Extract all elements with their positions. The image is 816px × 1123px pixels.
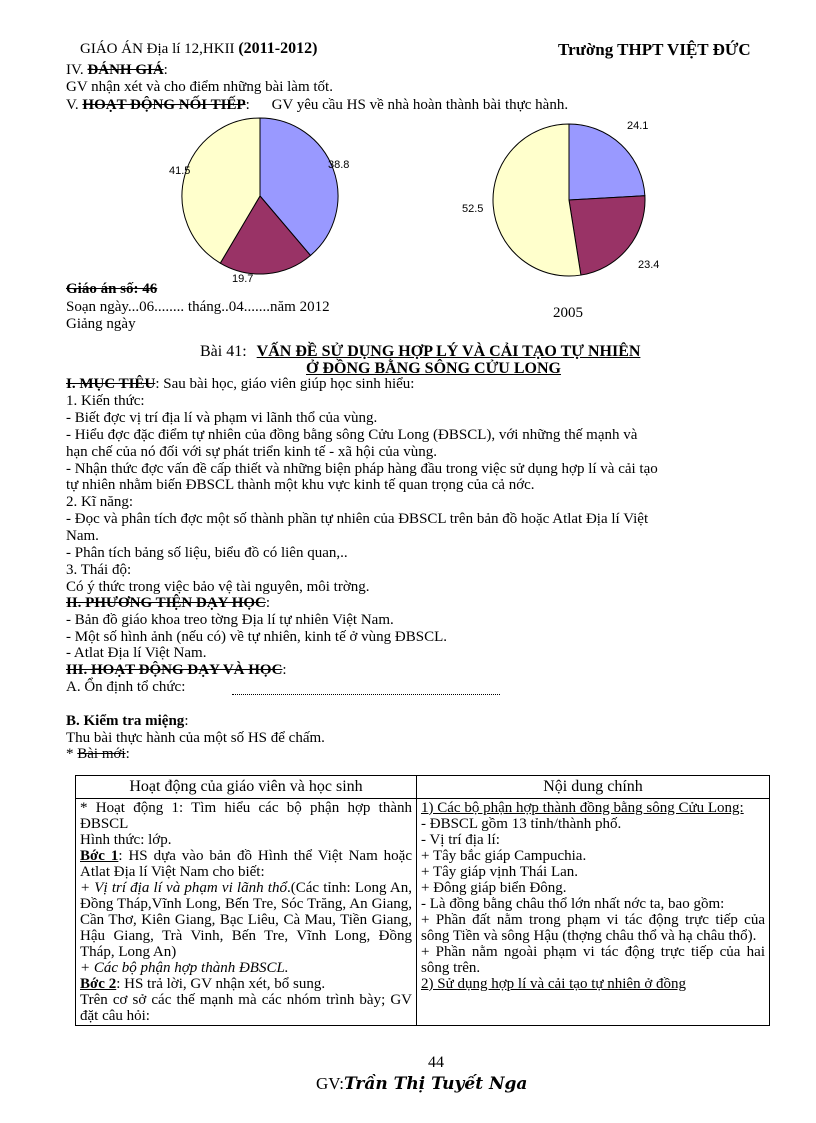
pie-2-slice-2 <box>493 124 581 276</box>
pie-2-slice-1 <box>569 196 645 275</box>
activity-1-form: Hình thức: lớp. <box>80 832 172 848</box>
section-5-colon: : <box>245 97 250 113</box>
content-line-1: - Vị trí địa lí: <box>421 832 500 848</box>
activity-a-dotted-line <box>232 694 500 695</box>
objective-line-6: 2. Kĩ năng: <box>66 494 134 510</box>
content-line-6: + Phần đất nằm trong phạm vi tác động trực tiếp của sông Tiền và sông Hậu (thợng châu thổ và hạ châu thổ). <box>421 912 765 944</box>
means-line-2: - Atlat Địa lí Việt Nam. <box>66 645 207 661</box>
objective-line-5: tự nhiên nhằm biến ĐBSCL thành một khu vực kinh tế quan trọng của cả nớc. <box>66 477 535 493</box>
table-header-row <box>76 776 770 799</box>
lesson-plan-number: Giáo án số: 46 <box>66 281 158 297</box>
content-heading-2: 2) Sử dụng hợp lí và cải tạo tự nhiên ở đồng <box>421 976 687 992</box>
teacher-question: Trên cơ sở các thế mạnh mà các nhóm trình bày; GV đặt câu hỏi: <box>80 992 412 1024</box>
objectives-intro: : Sau bài học, giáo viên giúp học sinh hiểu: <box>155 376 415 392</box>
header-course: GIÁO ÁN Địa lí 12,HKII <box>80 41 235 57</box>
table-row <box>76 799 770 1026</box>
pie-1-label-1: 19.7 <box>232 273 254 285</box>
activity-b-colon: : <box>184 713 189 729</box>
means-heading <box>66 595 270 611</box>
content-line-0: - ĐBSCL gồm 13 tỉnh/thành phố. <box>421 816 622 832</box>
section-4-heading <box>66 62 168 78</box>
new-lesson-label: Bài mới <box>77 746 126 762</box>
pie-1-label-0: 38.8 <box>328 159 350 171</box>
step-1-text: : HS dựa vào bản đồ Hình thể Việt Nam hoặc Atlat Địa lí Việt Nam cho biết: <box>80 848 412 880</box>
teacher-activity-cell <box>76 799 417 1026</box>
activities-title: III. HOẠT ĐỘNG DẠY VÀ HỌC <box>66 662 283 678</box>
footer-signature <box>316 1074 527 1094</box>
objective-line-10: 3. Thái độ: <box>66 562 132 578</box>
content-line-3: + Tây giáp vịnh Thái Lan. <box>421 864 579 880</box>
footer-gv-label: GV: <box>316 1074 345 1093</box>
pie-1-label-2: 41.5 <box>169 165 191 177</box>
page-number: 44 <box>428 1054 444 1071</box>
section-4-num: IV. <box>66 62 84 78</box>
activity-a: A. Ổn định tổ chức: <box>66 679 186 695</box>
objective-line-2: - Hiểu đợc đặc điểm tự nhiên của đồng bằng sông Cửu Long (ĐBSCL), với những thế mạnh và <box>66 427 638 443</box>
means-line-0: - Bản đồ giáo khoa treo tờng Địa lí tự nhiên Việt Nam. <box>66 612 394 628</box>
content-line-7: + Phần nằm ngoài phạm vi tác động trực tiếp của hai sông trên. <box>421 944 765 976</box>
step-2 <box>80 976 412 992</box>
objective-line-3: hạn chế của nó đối với sự phát triển kinh tế - xã hội của vùng. <box>66 444 437 460</box>
content-line-4: + Đông giáp biển Đông. <box>421 880 567 896</box>
lesson-title-line2: Ở ĐỒNG BẰNG SÔNG CỬU LONG <box>306 360 561 377</box>
pie-1-slices <box>182 118 338 274</box>
location-question <box>80 880 412 960</box>
new-lesson <box>66 746 130 762</box>
components-question: + Các bộ phận hợp thành ĐBSCL. <box>80 960 289 976</box>
section-4-title: ĐÁNH GIÁ <box>87 62 164 78</box>
step-2-text: : HS trả lời, GV nhận xét, bổ sung. <box>116 976 326 992</box>
pie-2-label-1: 23.4 <box>638 259 660 271</box>
step-2-label: Bớc 2 <box>80 976 117 992</box>
header-left <box>80 41 317 57</box>
prep-date: Soạn ngày...06........ tháng..04.......năm 2012 <box>66 299 330 315</box>
objective-line-1: - Biết đợc vị trí địa lí và phạm vi lãnh thổ của vùng. <box>66 410 378 426</box>
section-4-colon: : <box>163 62 168 78</box>
location-question-title: + Vị trí địa lí và phạm vi lãnh thổ <box>80 880 287 896</box>
activity-b <box>66 713 188 729</box>
lesson-number: Bài 41: <box>200 343 247 360</box>
pie-2-slice-0 <box>569 124 645 200</box>
objectives-heading <box>66 376 414 392</box>
activity-table <box>75 775 770 1026</box>
lesson-title-text1: VẤN ĐỀ SỬ DỤNG HỢP LÝ VÀ CẢI TẠO TỰ NHIÊN <box>256 343 641 360</box>
activities-heading <box>66 662 287 678</box>
main-content-cell <box>417 799 770 1026</box>
table-header-content: Nội dung chính <box>417 776 770 799</box>
objective-line-4: - Nhận thức đợc vấn đề cấp thiết và những biện pháp hàng đầu trong việc sử dụng hợp lí và cải tạo <box>66 461 658 477</box>
new-lesson-prefix: * <box>66 746 78 762</box>
pie-2-label-2: 52.5 <box>462 203 484 215</box>
means-title: II. PHƯƠNG TIỆN DẠY HỌC <box>66 595 266 611</box>
teacher-signature: Trần Thị Tuyết Nga <box>344 1074 528 1094</box>
section-4-text: GV nhận xét và cho điểm những bài làm tốt. <box>66 79 333 95</box>
new-lesson-colon: : <box>125 746 130 762</box>
means-line-1: - Một số hình ảnh (nếu có) về tự nhiên, kinh tế ở vùng ĐBSCL. <box>66 629 448 645</box>
pie-2-title: 2005 <box>553 305 583 321</box>
step-1-label: Bớc 1 <box>80 848 119 864</box>
objective-line-7: - Đọc và phân tích đợc một số thành phần tự nhiên của ĐBSCL trên bản đồ hoặc Atlat Địa lí Việt <box>66 511 649 527</box>
pie-chart-1 <box>155 110 355 290</box>
lesson-title-line1 <box>200 343 640 361</box>
means-colon: : <box>265 595 271 611</box>
activities-colon: : <box>282 662 287 678</box>
pie-2-label-0: 24.1 <box>627 120 649 132</box>
objective-line-9: - Phân tích bảng số liệu, biểu đồ có liên quan,.. <box>66 545 348 561</box>
header-year: (2011-2012) <box>238 40 318 57</box>
objectives-title: I. MỤC TIÊU <box>66 376 156 392</box>
activity-b-label: B. Kiểm tra miệng <box>66 713 185 729</box>
step-1 <box>80 848 412 880</box>
table-header-teacher: Hoạt động của giáo viên và học sinh <box>76 776 417 799</box>
content-heading-1: 1) Các bộ phận hợp thành đồng bằng sông Cửu Long: <box>421 800 744 816</box>
pie-2-slices <box>493 124 645 276</box>
content-line-2: + Tây bắc giáp Campuchia. <box>421 848 587 864</box>
objective-line-0: 1. Kiến thức: <box>66 393 145 409</box>
header-school: Trường THPT VIỆT ĐỨC <box>558 40 751 59</box>
content-line-5: - Là đồng bằng châu thổ lớn nhất nớc ta, bao gồm: <box>421 896 725 912</box>
objective-line-11: Có ý thức trong việc bảo vệ tài nguyên, môi trờng. <box>66 579 370 595</box>
objective-line-8: Nam. <box>66 528 99 544</box>
location-question-text: .(Các tỉnh: Long An, Đồng Tháp,Vĩnh Long, Bến Tre, Sóc Trăng, An Giang, Cần Thơ, Kiên Giang, Bạc Liêu, Cà Mau, Tiền Giang, Hậu Giang, Trà Vinh, Bến Tre, Vĩnh Long, Đồng Tháp, Long An) <box>80 880 412 960</box>
section-5-text: GV yêu cầu HS về nhà hoàn thành bài thực hành. <box>271 97 569 113</box>
section-5-num: V. <box>66 97 79 113</box>
pie-chart-2 <box>455 110 665 325</box>
activity-b-text: Thu bài thực hành của một số HS để chấm. <box>66 730 325 746</box>
section-5-title: HOẠT ĐỘNG NỐI TIẾP <box>82 97 246 113</box>
teach-date: Giảng ngày <box>66 316 136 332</box>
activity-1-title: * Hoạt động 1: Tìm hiểu các bộ phận hợp thành ĐBSCL <box>80 800 412 832</box>
